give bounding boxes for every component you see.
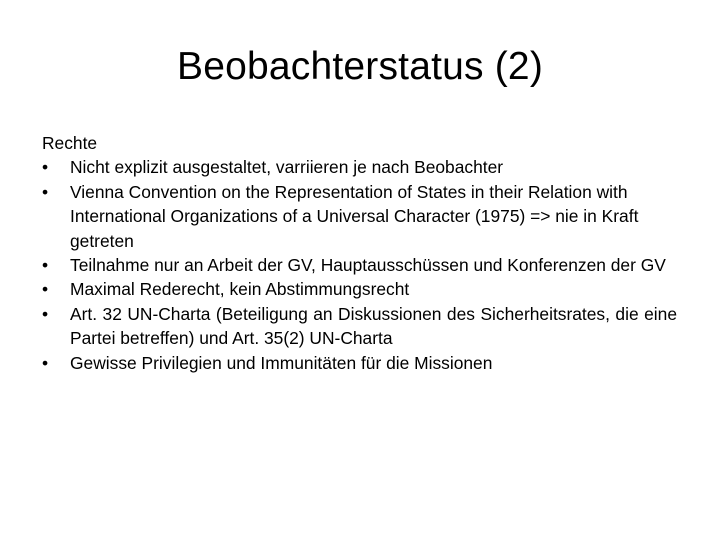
bullet-icon: • — [42, 352, 49, 373]
bullet-text: Vienna Convention on the Representation of States in their Relation with International Organizations of a Universal Character (1975) => nie in Kraft getreten — [70, 181, 639, 251]
bullet-item — [42, 302, 677, 351]
bullet-item — [42, 253, 677, 277]
bullet-text: Gewisse Privilegien und Immunitäten für die Missionen — [70, 352, 493, 373]
bullet-text: Maximal Rederecht, kein Abstimmungsrecht — [70, 279, 410, 300]
bullet-item — [42, 180, 677, 253]
bullet-text: Nicht explizit ausgestaltet, varriieren je nach Beobachter — [70, 157, 504, 178]
bullet-item — [42, 351, 677, 375]
bullet-item — [42, 277, 677, 301]
bullet-icon: • — [42, 303, 49, 324]
bullet-item — [42, 155, 677, 179]
section-heading: Rechte — [42, 133, 98, 153]
bullet-text: Art. 32 UN-Charta (Beteiligung an Diskussionen des Sicherheitsrates, die eine Partei betreffen) und Art. 35(2) UN-Charta — [70, 303, 677, 349]
slide-body — [42, 131, 677, 375]
bullet-icon: • — [42, 157, 49, 178]
slide-title: Beobachterstatus (2) — [176, 45, 544, 88]
bullet-text: Teilnahme nur an Arbeit der GV, Hauptausschüssen und Konferenzen der GV — [70, 255, 666, 276]
bullet-icon: • — [42, 255, 49, 276]
bullet-list — [42, 155, 677, 375]
bullet-icon: • — [42, 181, 49, 202]
bullet-icon: • — [42, 279, 49, 300]
